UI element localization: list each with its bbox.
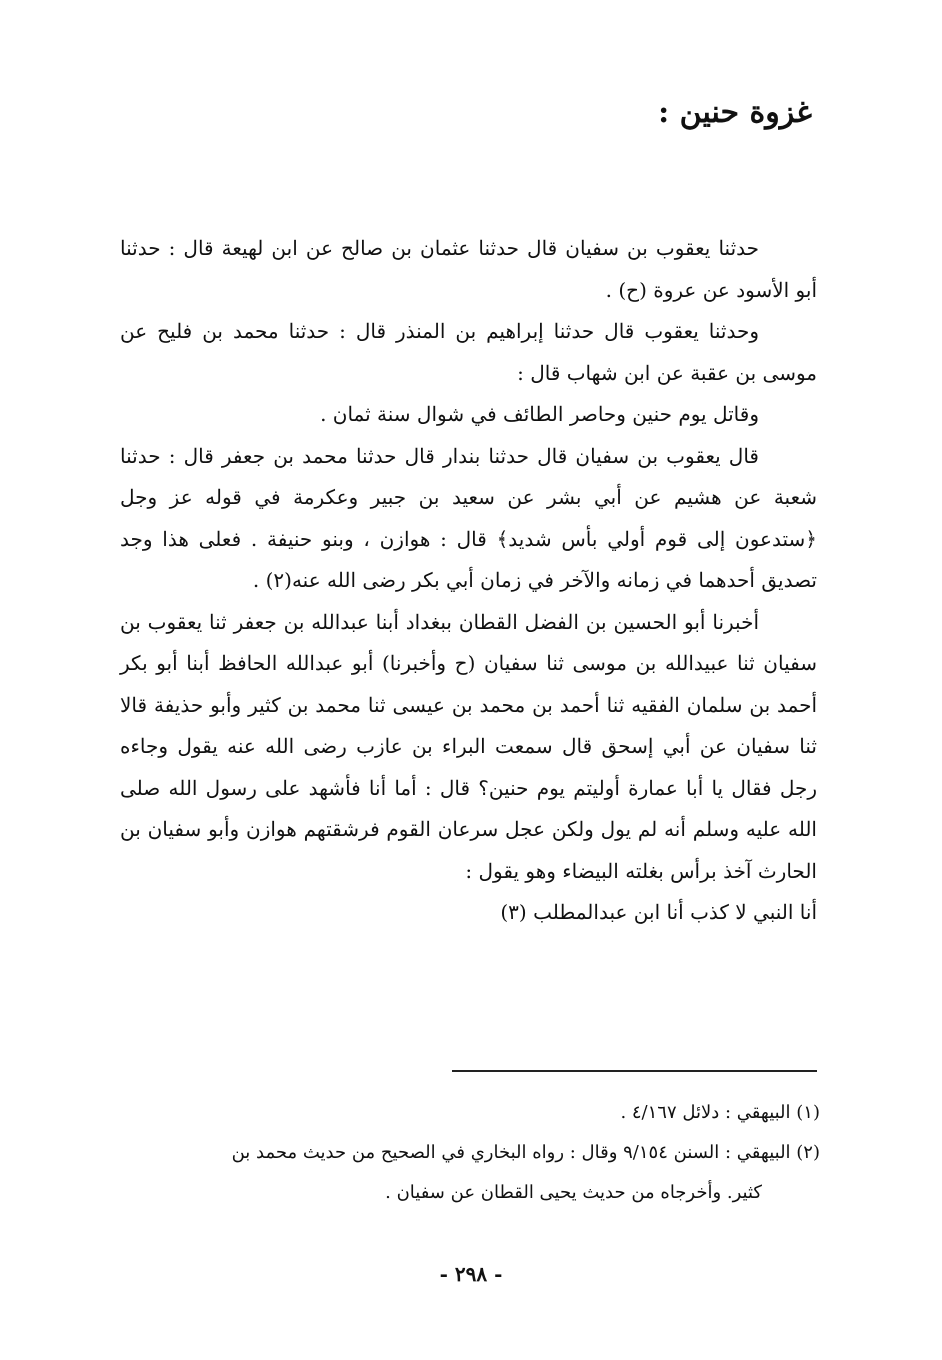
page-number: - ٢٩٨ - xyxy=(439,1262,503,1286)
footnote: (١) البيهقي : دلائل ٤/١٦٧ . xyxy=(620,1102,820,1123)
paragraph: أخبرنا أبو الحسين بن الفضل القطان ببغداد أبنا عبدالله بن جعفر ثنا يعقوب بن سفيان ثنا عبيدالله بن موسى ثنا سفيان (ح وأخبرنا) أبو عبدالله الحافظ أبنا أبو بكر أحمد بن سلمان الفقيه ثنا أحمد بن محمد بن عيسى ثنا محمد بن كثير وأبو حذيفة قالا ثنا سفيان عن أبي إسحق قال سمعت البراء بن عازب رضى الله عنه يقول وجاءه رجل فقال يا أبا عمارة أوليتم يوم حنين؟ قال : أما أنا فأشهد على رسول الله صلى الله عليه وسلم أنه لم يول ولكن عجل سرعان القوم فرشقتهم هوازن وأبو سفيان بن الحارث آخذ برأس بغلته البيضاء وهو يقول : xyxy=(120,609,817,883)
footnotes xyxy=(115,1093,820,1213)
paragraph: قال يعقوب بن سفيان قال حدثنا بندار قال حدثنا محمد بن جعفر قال : حدثنا شعبة عن هشيم عن أبي بشر عن سعيد بن جبير وعكرمة في قوله عز وجل ﴿ستدعون إلى قوم أولي بأس شديد﴾ قال : هوازن ، وبنو حنيفة . فعلى هذا وجد تصديق أحدهما في زمانه والآخر في زمان أبي بكر رضى الله عنه(٢) . xyxy=(120,443,817,592)
footnote-continuation: كثير. وأخرجاه من حديث يحيى القطان عن سفيان . xyxy=(385,1182,762,1203)
paragraph: حدثنا يعقوب بن سفيان قال حدثنا عثمان بن صالح عن ابن لهيعة قال : حدثنا أبو الأسود عن عروة (ح) . xyxy=(120,236,817,302)
section-heading: غزوة حنين : xyxy=(658,95,812,130)
footnote: (٢) البيهقي : السنن ٩/١٥٤ وقال : رواه البخاري في الصحيح من حديث محمد بن xyxy=(231,1142,820,1163)
main-text xyxy=(120,228,817,934)
verse-line: أنا النبي لا كذب أنا ابن عبدالمطلب (٣) xyxy=(500,900,817,924)
paragraph: وحدثنا يعقوب قال حدثنا إبراهيم بن المنذر قال : حدثنا محمد بن فليح عن موسى بن عقبة عن ابن شهاب قال : xyxy=(120,319,817,385)
paragraph: وقاتل يوم حنين وحاصر الطائف في شوال سنة ثمان . xyxy=(320,402,759,426)
footnote-separator xyxy=(452,1070,817,1072)
